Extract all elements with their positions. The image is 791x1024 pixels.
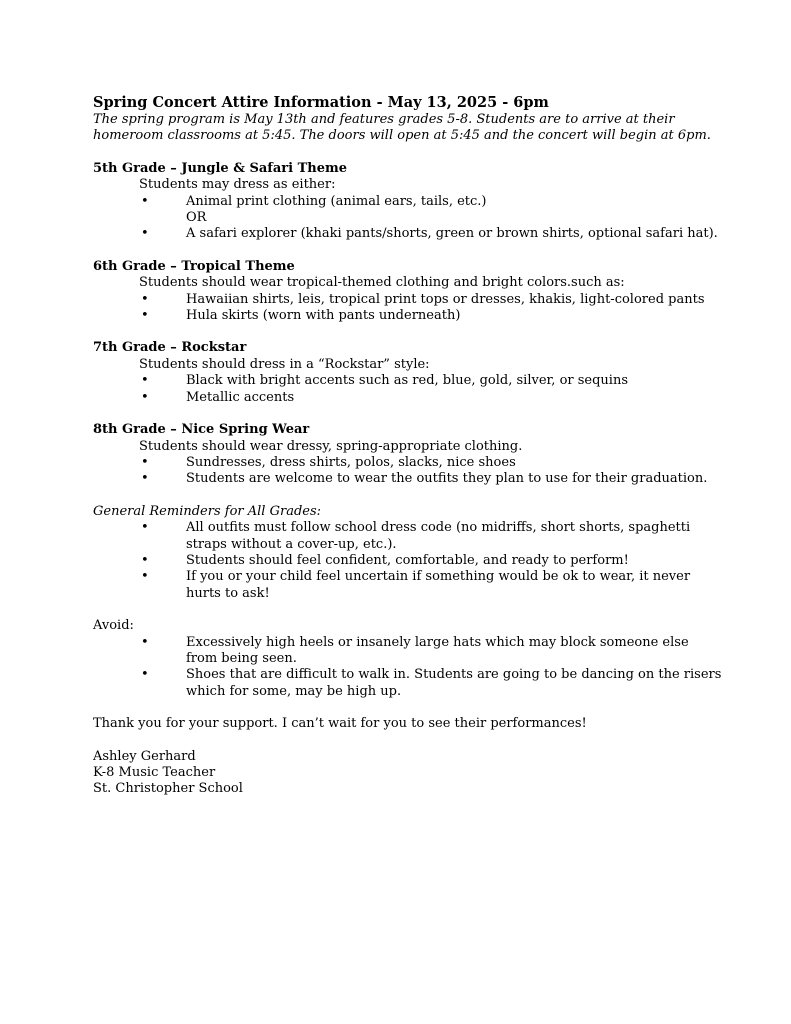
list-item [93,194,723,227]
bullet-icon: • [141,193,149,209]
intro-paragraph: The spring program is May 13th and features grades 5-8. Students are to arrive at their homeroom classrooms at 5:45. The doors will open at 5:45 and the concert will begin at 6pm. [93,112,711,144]
bullet-icon: • [141,667,149,683]
list-item [93,455,723,471]
list-item [93,569,723,602]
reminders-heading: General Reminders for All Grades: [93,503,322,519]
bullet-icon: • [141,552,149,568]
grade-5-list [93,194,723,243]
bullet-icon: • [141,520,149,536]
list-item [93,390,723,406]
bullet-icon: • [141,569,149,585]
avoid-heading: Avoid: [93,618,134,634]
list-item-text: Metallic accents [186,389,295,405]
bullet-icon: • [141,471,149,487]
grade-6-section [93,259,723,325]
list-item [93,373,723,389]
signature-role: K-8 Music Teacher [93,765,216,780]
grade-6-lead: Students should wear tropical-themed clothing and bright colors.such as: [139,275,625,291]
reminders-section [93,504,723,602]
list-item-text: Students are welcome to wear the outfits they plan to use for their graduation. [186,471,708,487]
list-item [93,308,723,324]
grade-5-heading: 5th Grade – Jungle & Safari Theme [93,160,348,176]
grade-6-list [93,292,723,325]
list-item-text: Shoes that are difficult to walk in. Students are going to be dancing on the risers which for some, may be high up. [186,667,722,699]
document-page [93,94,723,798]
reminders-list [93,520,723,602]
list-item [93,226,723,242]
bullet-icon: • [141,291,149,307]
signature-name: Ashley Gerhard [93,748,196,764]
signature-block [93,749,723,798]
list-item [93,667,723,700]
list-item-text: Students should feel confident, comfortable, and ready to perform! [186,552,629,568]
grade-8-heading: 8th Grade – Nice Spring Wear [93,422,310,438]
bullet-icon: • [141,454,149,470]
grade-7-list [93,373,723,406]
list-item-text: Excessively high heels or insanely large hats which may block someone else from being seen. [186,634,689,666]
bullet-icon: • [141,634,149,650]
list-item-text: Sundresses, dress shirts, polos, slacks, nice shoes [186,454,516,470]
list-item-text: Hula skirts (worn with pants underneath) [186,308,461,324]
closing-paragraph: Thank you for your support. I can’t wait for you to see their performances! [93,716,587,732]
list-item [93,635,723,668]
bullet-icon: • [141,373,149,389]
list-item [93,292,723,308]
list-item-text: A safari explorer (khaki pants/shorts, green or brown shirts, optional safari hat). [186,226,718,242]
list-item-text: All outfits must follow school dress code (no midriffs, short shorts, spaghetti straps without a cover-up, etc.). [186,520,691,552]
avoid-section [93,618,723,700]
signature-school: St. Christopher School [93,781,243,797]
list-item [93,471,723,487]
avoid-list [93,635,723,701]
grade-5-lead: Students may dress as either: [139,177,336,193]
list-item [93,553,723,569]
list-item-text: If you or your child feel uncertain if something would be ok to wear, it never hurts to ask! [186,569,691,601]
grade-7-section [93,340,723,406]
grade-5-section [93,161,723,243]
bullet-icon: • [141,308,149,324]
grade-7-lead: Students should dress in a “Rockstar” style: [139,356,430,372]
bullet-icon: • [141,226,149,242]
list-item-text: Black with bright accents such as red, blue, gold, silver, or sequins [186,373,629,389]
bullet-icon: • [141,389,149,405]
list-item-text: Animal print clothing (animal ears, tails, etc.) [186,193,487,209]
grade-8-list [93,455,723,488]
grade-7-heading: 7th Grade – Rockstar [93,340,247,356]
grade-8-lead: Students should wear dressy, spring-appropriate clothing. [139,438,523,454]
list-item [93,520,723,553]
list-item-text: Hawaiian shirts, leis, tropical print tops or dresses, khakis, light-colored pants [186,291,705,307]
grade-8-section [93,422,723,488]
document-title: Spring Concert Attire Information - May 13, 2025 - 6pm [93,94,549,111]
or-separator: OR [186,210,207,226]
grade-6-heading: 6th Grade – Tropical Theme [93,258,295,274]
